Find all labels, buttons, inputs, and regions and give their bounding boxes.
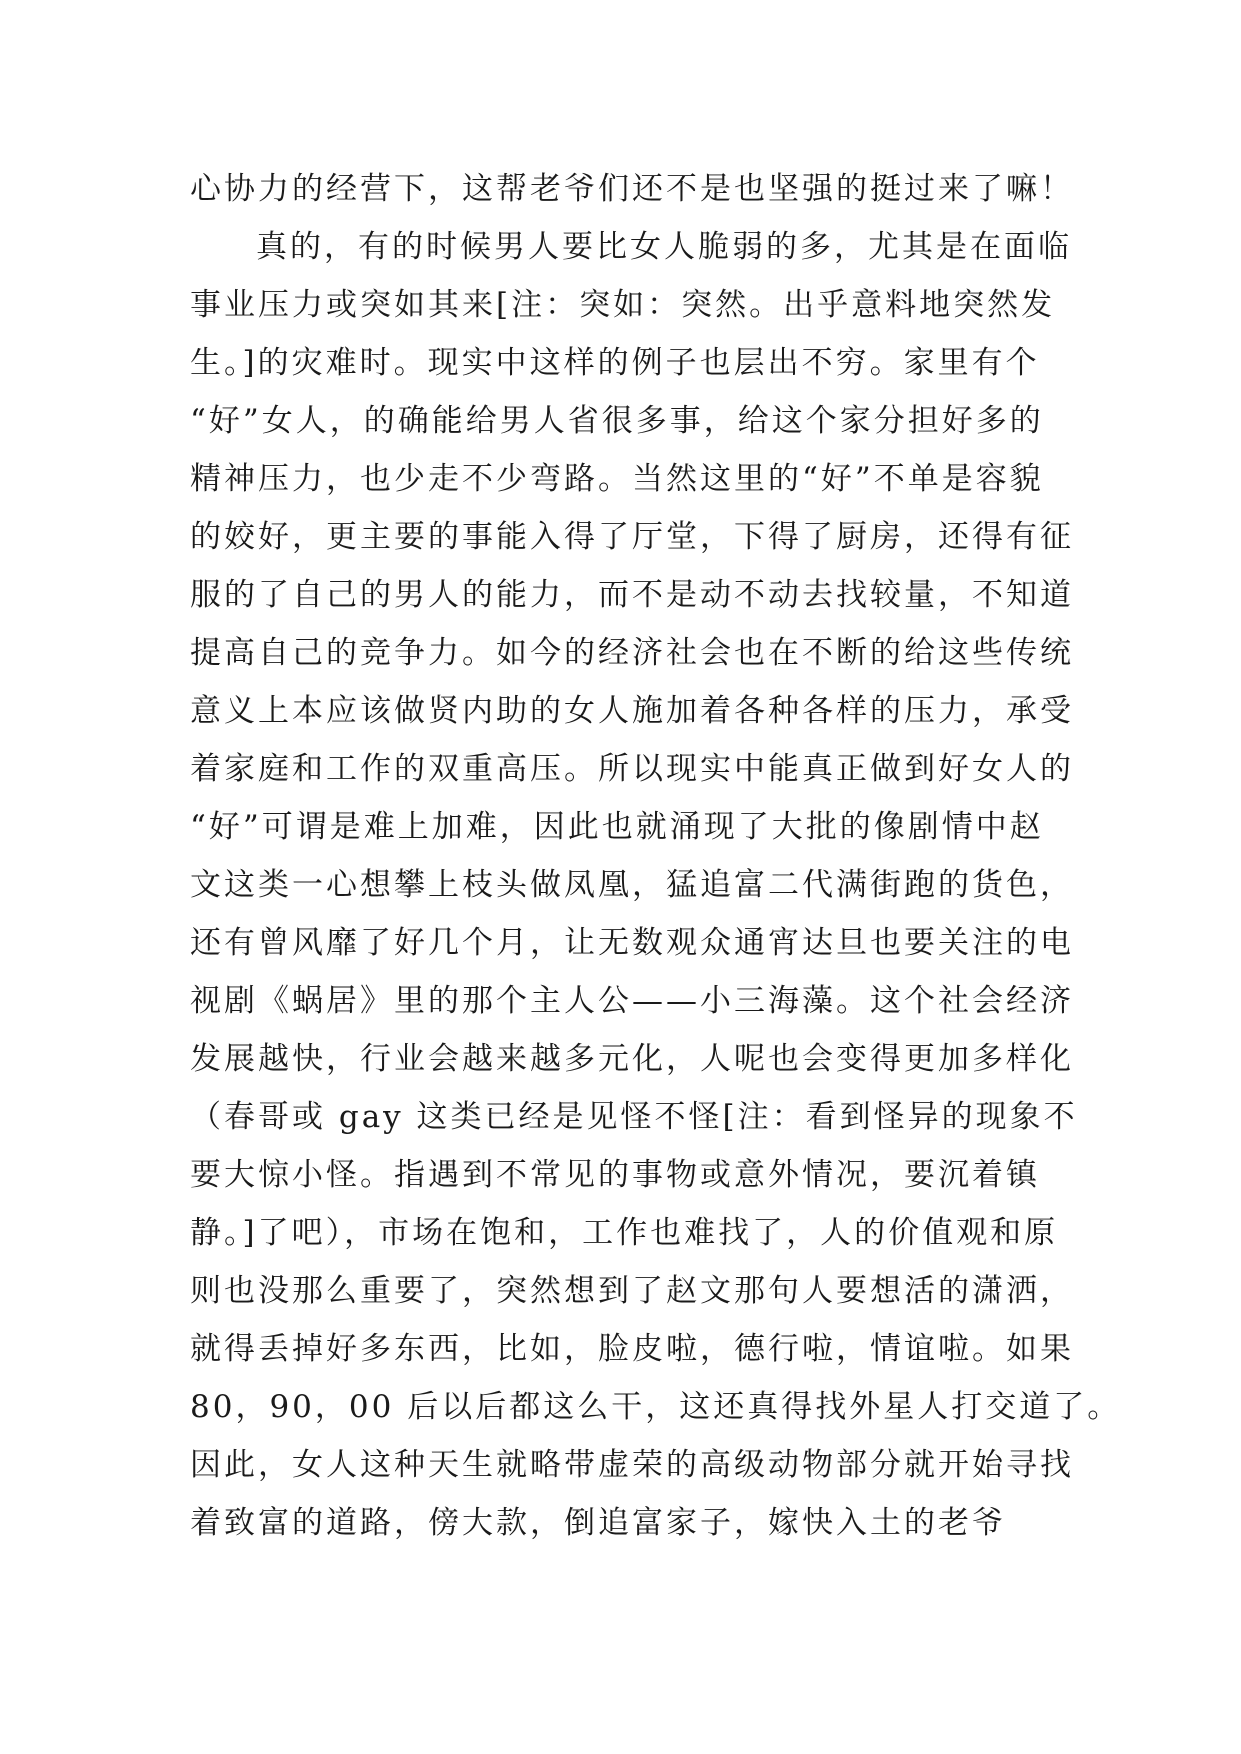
text-line: 生。]的灾难时。现实中这样的例子也层出不穷。家里有个 xyxy=(190,345,1040,381)
text-line: 发展越快，行业会越来越多元化，人呢也会变得更加多样化 xyxy=(190,1041,1074,1077)
text-line: 还有曾风靡了好几个月，让无数观众通宵达旦也要关注的电 xyxy=(190,925,1074,961)
text-line: 因此，女人这种天生就略带虚荣的高级动物部分就开始寻找 xyxy=(190,1447,1074,1483)
text-line: 就得丢掉好多东西，比如，脸皮啦，德行啦，情谊啦。如果 xyxy=(190,1331,1074,1367)
text-line: 要大惊小怪。指遇到不常见的事物或意外情况，要沉着镇 xyxy=(190,1157,1040,1193)
paragraph-start-line: 真的，有的时候男人要比女人脆弱的多，尤其是在面临 xyxy=(256,229,1072,265)
text-line: 视剧《蜗居》里的那个主人公——小三海藻。这个社会经济 xyxy=(190,983,1074,1019)
text-line: 80，90，00 后以后都这么干，这还真得找外星人打交道了。 xyxy=(190,1389,1122,1425)
text-line: 服的了自己的男人的能力，而不是动不动去找较量，不知道 xyxy=(190,577,1074,613)
text-line: 心协力的经营下，这帮老爷们还不是也坚强的挺过来了嘛！ xyxy=(190,171,1074,207)
text-line: （春哥或 gay 这类已经是见怪不怪[注：看到怪异的现象不 xyxy=(190,1099,1078,1135)
text-line: 提高自己的竞争力。如今的经济社会也在不断的给这些传统 xyxy=(190,635,1074,671)
text-line: “好”可谓是难上加难，因此也就涌现了大批的像剧情中赵 xyxy=(190,809,1044,845)
body-text xyxy=(190,160,1122,1552)
text-line: 着家庭和工作的双重高压。所以现实中能真正做到好女人的 xyxy=(190,751,1074,787)
text-line: 着致富的道路，傍大款，倒追富家子，嫁快入土的老爷 xyxy=(190,1505,1006,1541)
text-line: 精神压力，也少走不少弯路。当然这里的“好”不单是容貌 xyxy=(190,461,1044,497)
text-line: 则也没那么重要了，突然想到了赵文那句人要想活的潇洒， xyxy=(190,1273,1074,1309)
text-line: 静。]了吧），市场在饱和，工作也难找了，人的价值观和原 xyxy=(190,1215,1059,1251)
text-line: 事业压力或突如其来[注：突如：突然。出乎意料地突然发 xyxy=(190,287,1056,323)
text-line: 意义上本应该做贤内助的女人施加着各种各样的压力，承受 xyxy=(190,693,1074,729)
text-line: 的姣好，更主要的事能入得了厅堂，下得了厨房，还得有征 xyxy=(190,519,1074,555)
text-line: 文这类一心想攀上枝头做凤凰，猛追富二代满街跑的货色， xyxy=(190,867,1074,903)
text-line: “好”女人，的确能给男人省很多事，给这个家分担好多的 xyxy=(190,403,1044,439)
